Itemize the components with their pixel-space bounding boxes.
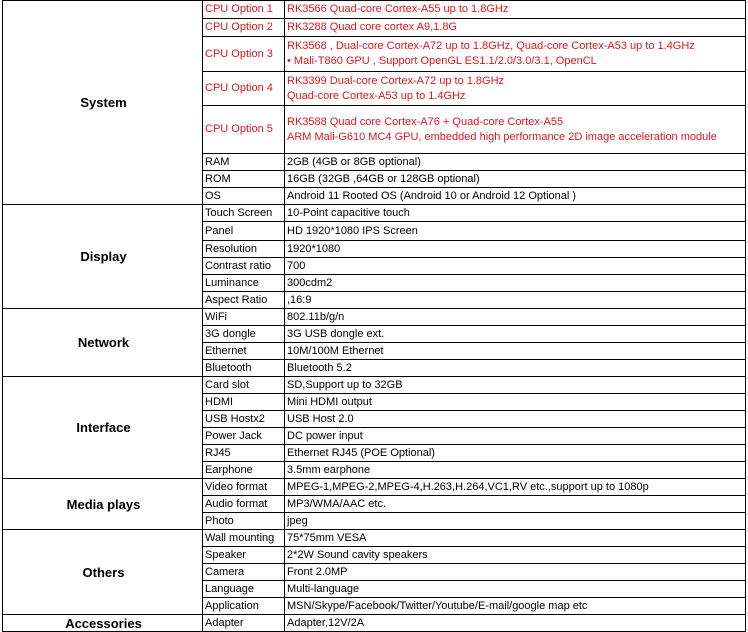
spec-label-power-jack: Power Jack: [203, 428, 285, 445]
spec-label-wall-mounting: Wall mounting: [203, 530, 285, 547]
cpu-option-3-line-2: • Mali-T860 GPU , Support OpenGL ES1.1/2.0/3.0/3.1, OpenCL: [287, 55, 597, 67]
cpu-option-2-line: RK3288 Quad core cortex A9,1.8G: [287, 21, 457, 33]
spec-label-hdmi: HDMI: [203, 394, 285, 411]
spec-value-audio-format: MP3/WMA/AAC etc.: [285, 496, 746, 513]
cpu-option-3-line-1: RK3568 , Dual-core Cortex-A72 up to 1.8GHz, Quad-core Cortex-A53 up to 1.4GHz: [287, 40, 695, 52]
spec-label-earphone: Earphone: [203, 462, 285, 479]
section-title-network: Network: [3, 309, 203, 377]
spec-value-3g-dongle: 3G USB dongle ext.: [285, 326, 746, 343]
spec-label-ethernet: Ethernet: [203, 343, 285, 360]
spec-label-audio-format: Audio format: [203, 496, 285, 513]
cpu-option-3-value: [285, 37, 746, 72]
spec-value-speaker: 2*2W Sound cavity speakers: [285, 547, 746, 564]
cpu-option-3-label: CPU Option 3: [203, 37, 285, 72]
spec-value-panel: HD 1920*1080 IPS Screen: [285, 222, 746, 241]
section-title-interface: Interface: [3, 377, 203, 479]
spec-value-camera: Front 2.0MP: [285, 564, 746, 581]
spec-label-luminance: Luminance: [203, 275, 285, 292]
spec-value-contrast-ratio: 700: [285, 258, 746, 275]
spec-label-3g-dongle: 3G dongle: [203, 326, 285, 343]
cpu-option-5-line-1: RK3588 Quad core Cortex-A76 + Quad-core Cortex-A55: [287, 115, 564, 128]
spec-value-rom: 16GB (32GB ,64GB or 128GB optional): [285, 171, 746, 188]
section-title-others: Others: [3, 530, 203, 615]
spec-value-aspect-ratio: ,16:9: [285, 292, 746, 309]
spec-value-wall-mounting: 75*75mm VESA: [285, 530, 746, 547]
spec-value-os: Android 11 Rooted OS (Android 10 or Android 12 Optional ): [285, 188, 746, 205]
table-row: [3, 1, 746, 19]
spec-label-aspect-ratio: Aspect Ratio: [203, 292, 285, 309]
cpu-option-1-line: RK3566 Quad-core Cortex-A55 up to 1.8GHz: [287, 3, 509, 15]
spec-value-rj45: Ethernet RJ45 (POE Optional): [285, 445, 746, 462]
spec-value-application: MSN/Skype/Facebook/Twitter/Youtube/E-mail/google map etc: [285, 598, 746, 615]
table-row: [3, 530, 746, 547]
table-row: [3, 479, 746, 496]
section-title-accessories: Accessories: [3, 615, 203, 632]
spec-value-ram: 2GB (4GB or 8GB optional): [285, 154, 746, 171]
table-row: [3, 309, 746, 326]
section-title-display: Display: [3, 205, 203, 309]
spec-value-card-slot: SD,Support up to 32GB: [285, 377, 746, 394]
spec-label-contrast-ratio: Contrast ratio: [203, 258, 285, 275]
spec-value-bluetooth: Bluetooth 5.2: [285, 360, 746, 377]
section-title-system: System: [3, 1, 203, 205]
table-row: [3, 377, 746, 394]
spec-label-card-slot: Card slot: [203, 377, 285, 394]
table-row: [3, 205, 746, 222]
section-title-media: Media plays: [3, 479, 203, 530]
spec-label-usb-host: USB Hostx2: [203, 411, 285, 428]
spec-value-ethernet: 10M/100M Ethernet: [285, 343, 746, 360]
spec-label-resolution: Resolution: [203, 241, 285, 258]
cpu-option-4-value: [285, 72, 746, 106]
spec-table: [2, 0, 746, 632]
spec-label-rom: ROM: [203, 171, 285, 188]
spec-label-camera: Camera: [203, 564, 285, 581]
spec-value-hdmi: Mini HDMI output: [285, 394, 746, 411]
spec-label-application: Application: [203, 598, 285, 615]
spec-value-touch-screen: 10-Point capacitive touch: [285, 205, 746, 222]
spec-label-bluetooth: Bluetooth: [203, 360, 285, 377]
cpu-option-5-value: [285, 106, 746, 154]
spec-label-language: Language: [203, 581, 285, 598]
spec-label-adapter: Adapter: [203, 615, 285, 632]
spec-label-photo: Photo: [203, 513, 285, 530]
spec-label-os: OS: [203, 188, 285, 205]
spec-value-usb-host: USB Host 2.0: [285, 411, 746, 428]
spec-value-resolution: 1920*1080: [285, 241, 746, 258]
spec-value-photo: jpeg: [285, 513, 746, 530]
spec-value-wifi: 802.11b/g/n: [285, 309, 746, 326]
table-row: [3, 615, 746, 632]
spec-value-power-jack: DC power input: [285, 428, 746, 445]
cpu-option-5-label: CPU Option 5: [203, 106, 285, 154]
spec-value-adapter: Adapter,12V/2A: [285, 615, 746, 632]
spec-value-video-format: MPEG-1,MPEG-2,MPEG-4,H.263,H.264,VC1,RV etc.,support up to 1080p: [285, 479, 746, 496]
spec-label-rj45: RJ45: [203, 445, 285, 462]
cpu-option-5-line-2: ARM Mali-G610 MC4 GPU, embedded high performance 2D image acceleration module: [287, 130, 717, 143]
spec-label-ram: RAM: [203, 154, 285, 171]
cpu-option-4-line-1: RK3399 Dual-core Cortex-A72 up to 1.8GHz: [287, 74, 505, 87]
spec-label-video-format: Video format: [203, 479, 285, 496]
spec-label-touch-screen: Touch Screen: [203, 205, 285, 222]
cpu-option-1-value: [285, 1, 746, 19]
spec-label-speaker: Speaker: [203, 547, 285, 564]
cpu-option-1-label: CPU Option 1: [203, 1, 285, 19]
spec-value-language: Multi-language: [285, 581, 746, 598]
spec-label-panel: Panel: [203, 222, 285, 241]
cpu-option-2-label: CPU Option 2: [203, 19, 285, 37]
cpu-option-4-line-2: Quad-core Cortex-A53 up to 1.4GHz: [287, 89, 466, 102]
cpu-option-4-label: CPU Option 4: [203, 72, 285, 106]
cpu-option-2-value: [285, 19, 746, 37]
spec-label-wifi: WiFi: [203, 309, 285, 326]
spec-value-earphone: 3.5mm earphone: [285, 462, 746, 479]
spec-value-luminance: 300cdm2: [285, 275, 746, 292]
